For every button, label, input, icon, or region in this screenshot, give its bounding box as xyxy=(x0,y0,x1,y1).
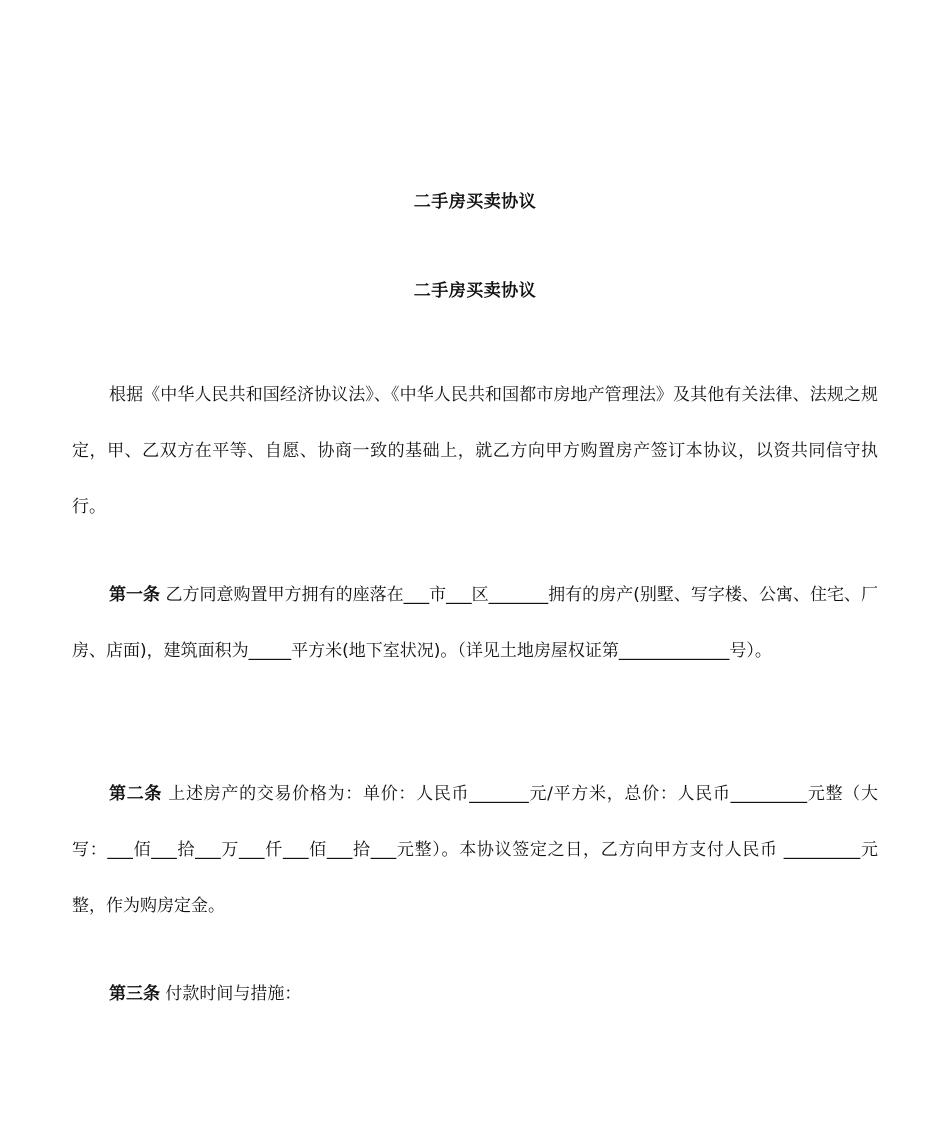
article-2-label: 第二条 xyxy=(109,784,163,804)
article-2-text: 上述房产的交易价格为：单价：人民币_______元/平方米，总价：人民币_________元整（大写：___佰___拾___万___仟___佰___拾___元整）。本协议签定之日，乙方向甲方支付人民币 _________元整，作为购房定金。 xyxy=(72,784,878,916)
article-3 xyxy=(72,966,878,1022)
article-2 xyxy=(72,766,878,934)
article-1 xyxy=(72,567,878,679)
document-title: 二手房买卖协议 xyxy=(413,192,537,212)
article-3-text: 付款时间与措施： xyxy=(160,984,302,1004)
article-1-text: 乙方同意购置甲方拥有的座落在___市___区_______拥有的房产(别墅、写字楼、公寓、住宅、厂房、店面)，建筑面积为_____平方米(地下室状况)。（详见土地房屋权证第_____________号）。 xyxy=(72,585,879,661)
document-subtitle: 二手房买卖协议 xyxy=(413,281,537,301)
intro-paragraph: 根据《中华人民共和国经济协议法》、《中华人民共和国都市房地产管理法》及其他有关法律、法规之规定，甲、乙双方在平等、自愿、协商一致的基础上，就乙方向甲方购置房产签订本协议，以资共同信守执行。 xyxy=(72,385,878,517)
article-1-label: 第一条 xyxy=(109,585,161,605)
article-3-label: 第三条 xyxy=(109,984,160,1004)
